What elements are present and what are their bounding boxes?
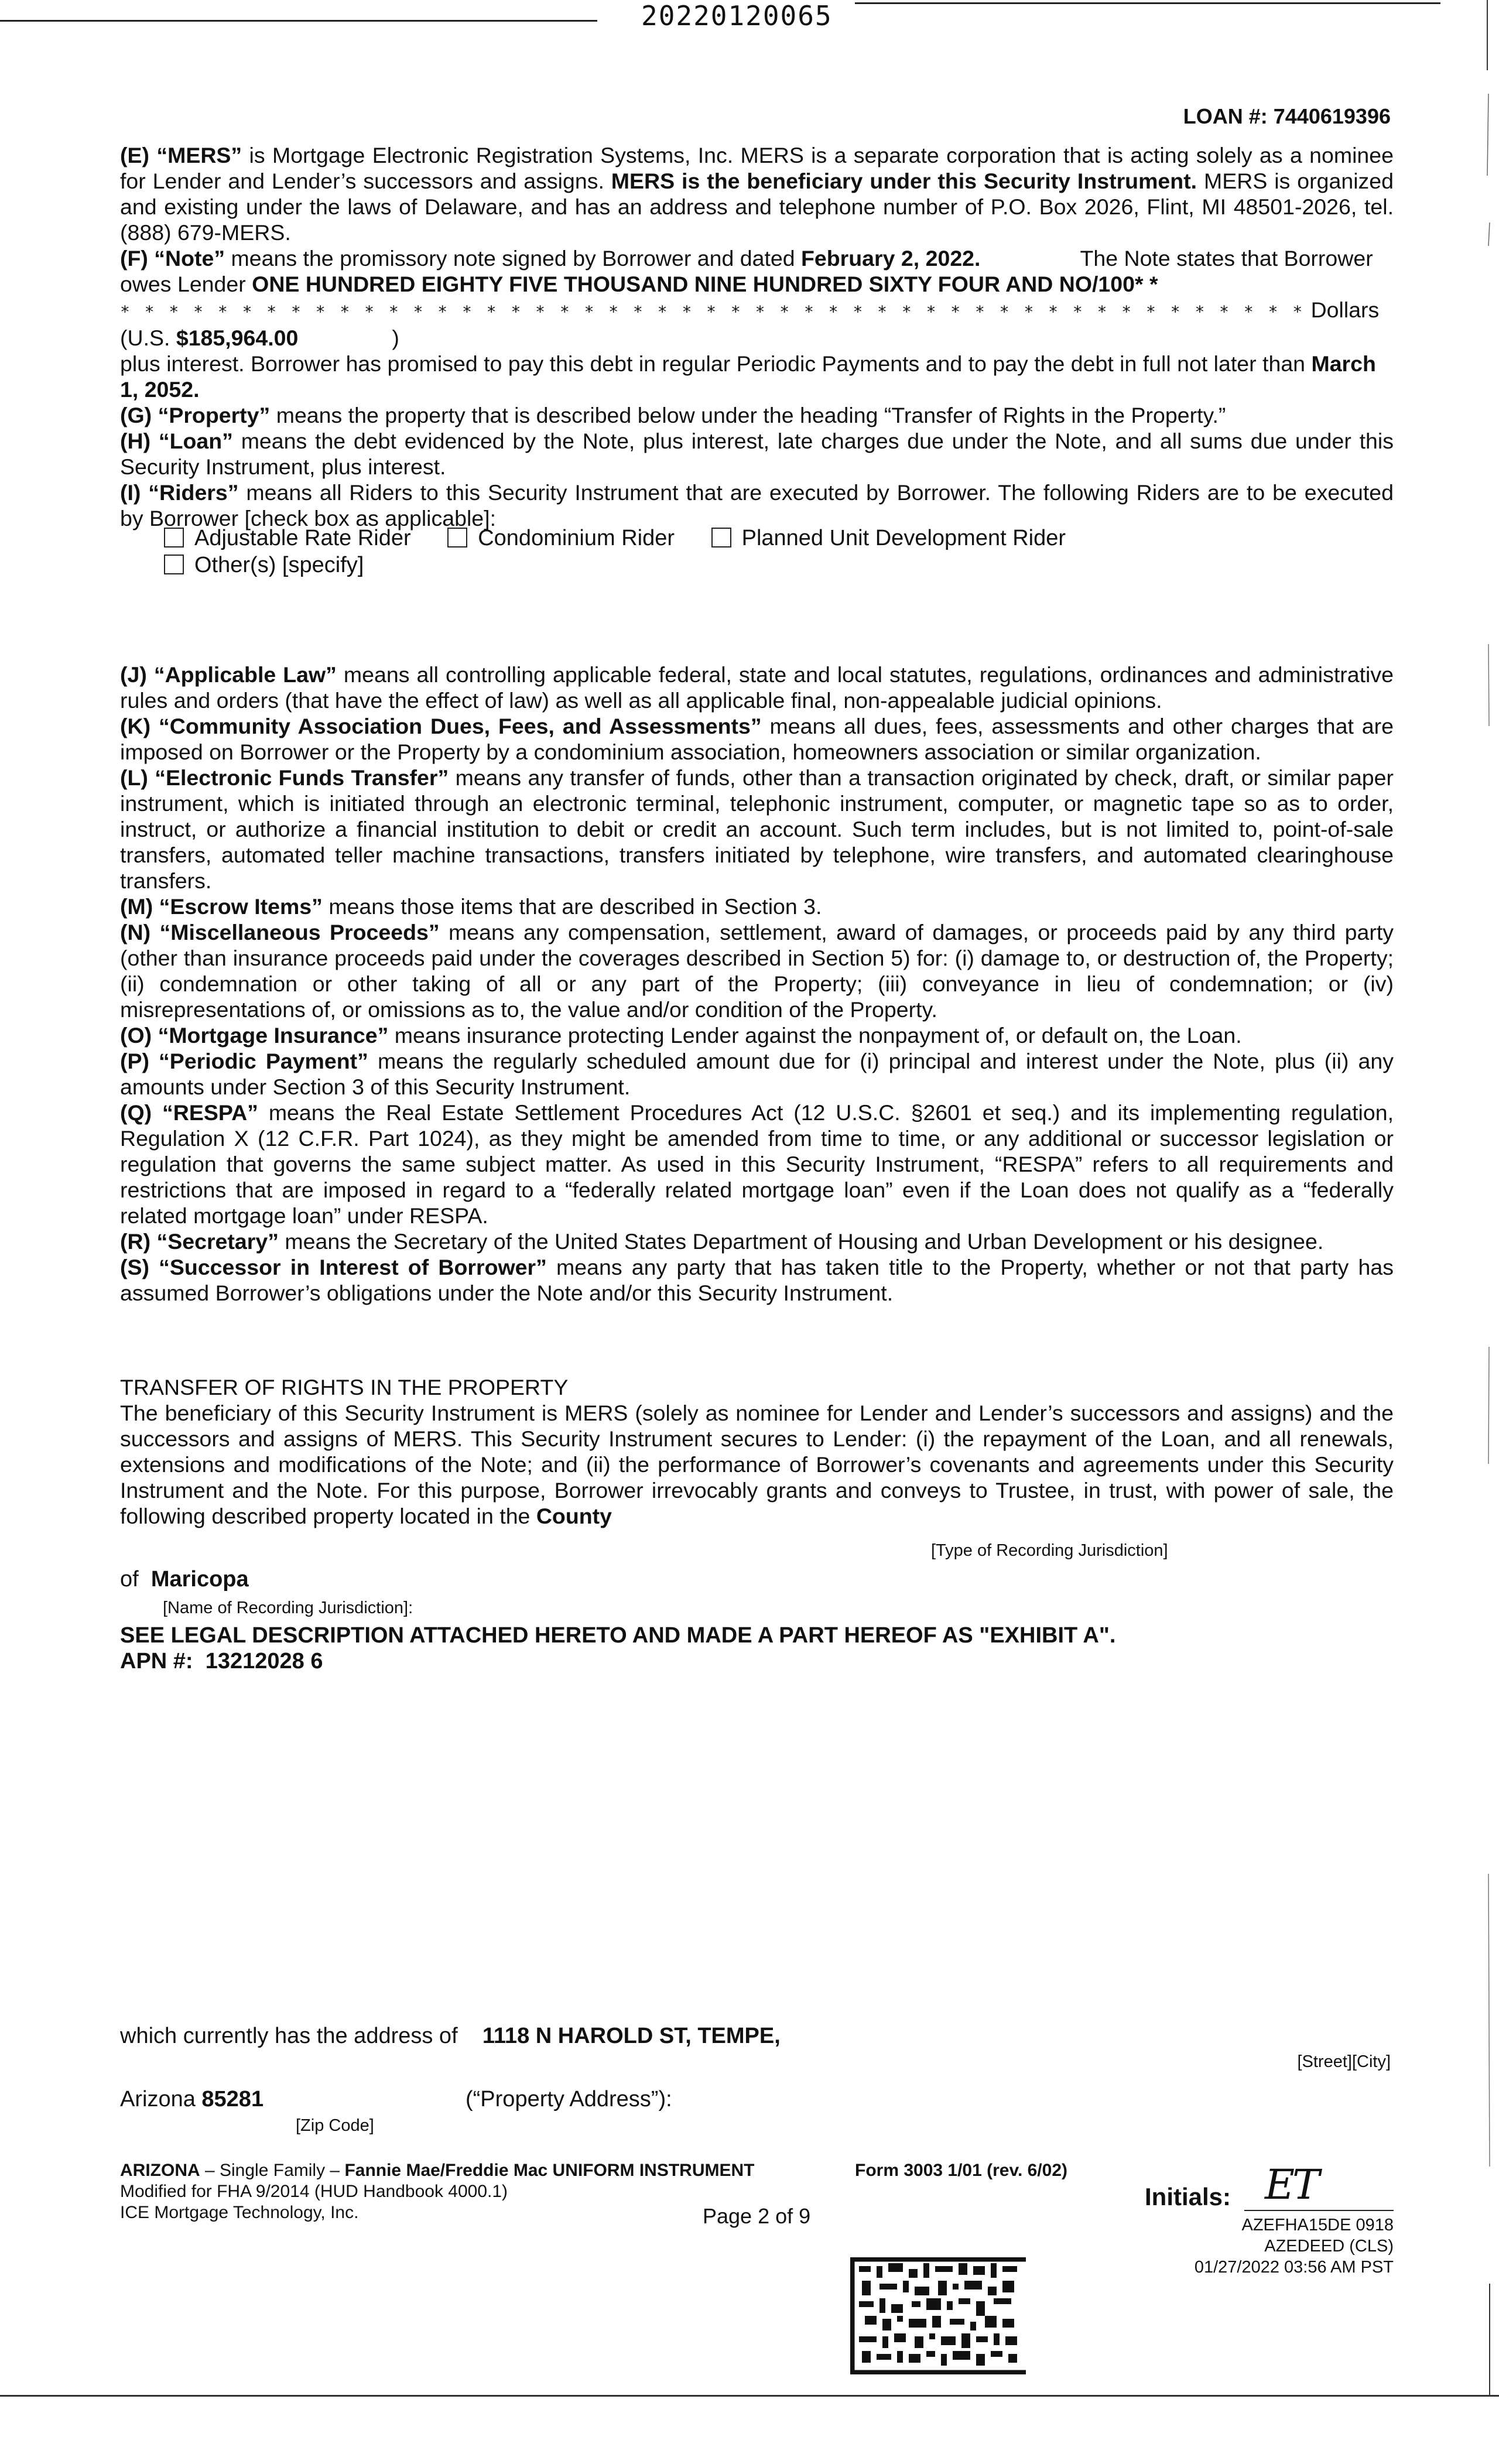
form-code-2: AZEDEED (CLS)	[1264, 2237, 1394, 2256]
jurisdiction-line: of Maricopa	[120, 1567, 249, 1592]
top-rule	[0, 20, 597, 22]
initials-label: Initials:	[1145, 2183, 1231, 2210]
state-zip-line: Arizona 85281	[120, 2087, 264, 2111]
apn-line: APN #: 13212028 6	[120, 1649, 323, 1674]
loan-amount: $185,964.00	[176, 326, 299, 350]
rider-condominium[interactable]: Condominium Rider	[447, 526, 675, 551]
maturity-date: March 1, 2052.	[120, 351, 1376, 402]
street-city: 1118 N HAROLD ST, TEMPE,	[482, 2024, 781, 2048]
jurisdiction-name-caption: [Name of Recording Jurisdiction]:	[163, 1599, 413, 1617]
jurisdiction-name: Maricopa	[150, 1567, 249, 1592]
footer-form: Form 3003 1/01 (rev. 6/02)	[855, 2161, 1067, 2180]
definition-l: (L) “Electronic Funds Transfer” means any transfer of funds, other than a transaction originated by check, draft, or similar paper instrument, which is initiated through an electronic terminal, telephonic instrument, computer, or magnetic tape so as to order, instruct, or authorize a financial institution to debit or credit an account. Such term includes, but is not limited to, point-of-sale transfers, automated teller machine transactions, transfers initiated by telephone, wire transfers, and automated clearinghouse transfers.	[120, 765, 1394, 893]
loan-amount-words: ONE HUNDRED EIGHTY FIVE THOUSAND NINE HUNDRED SIXTY FOUR AND NO/100* *	[252, 272, 1158, 296]
definitions-block-1	[120, 142, 1394, 531]
loan-number: LOAN #: 7440619396	[1183, 104, 1391, 128]
zip-code: 85281	[201, 2087, 264, 2111]
property-address-label: (“Property Address”):	[466, 2087, 672, 2111]
transfer-section	[120, 1374, 1394, 1529]
footer-instrument: ARIZONA – Single Family – Fannie Mae/Freddie Mac UNIFORM INSTRUMENT	[120, 2161, 755, 2180]
page-number: Page 2 of 9	[703, 2204, 811, 2228]
timestamp: 01/27/2022 03:56 AM PST	[1194, 2258, 1394, 2277]
note-date: February 2, 2022.	[801, 246, 981, 271]
definition-e: (E) “MERS” is Mortgage Electronic Registration Systems, Inc. MERS is a separate corporation that is acting solely as a nominee for Lender and Lender’s successors and assigns. MERS is the beneficiary under this Security Instrument. MERS is organized and existing under the laws of Delaware, and has an address and telephone number of P.O. Box 2026, Flint, MI 48501-2026, tel. (888) 679-MERS.	[120, 143, 1394, 245]
apn-number: 13212028 6	[205, 1649, 323, 1674]
definition-k: (K) “Community Association Dues, Fees, and Assessments” means all dues, fees, assessments and other charges that are imposed on Borrower or the Property by a condominium association, homeowners association or similar organization.	[120, 714, 1394, 764]
zip-caption: [Zip Code]	[296, 2116, 374, 2135]
rider-pud[interactable]: Planned Unit Development Rider	[711, 526, 1066, 551]
definition-o: (O) “Mortgage Insurance” means insurance protecting Lender against the nonpayment of, or default on, the Loan.	[120, 1023, 1242, 1048]
footer-publisher: ICE Mortgage Technology, Inc.	[120, 2203, 359, 2222]
scan-edge	[1464, 0, 1499, 2464]
definition-j: (J) “Applicable Law” means all controlling applicable federal, state and local statutes, regulations, ordinances and administrative rules and orders (that have the effect of law) as well as all applicable final, non-appealable judicial opinions.	[120, 662, 1394, 713]
definition-i: (I) “Riders” means all Riders to this Security Instrument that are executed by Borrower. The following Riders are to be executed by Borrower [check box as applicable]:	[120, 480, 1394, 531]
jurisdiction-type-caption: [Type of Recording Jurisdiction]	[931, 1541, 1168, 1560]
definition-n: (N) “Miscellaneous Proceeds” means any compensation, settlement, award of damages, or proceeds paid by any third party (other than insurance proceeds paid under the coverages described in Section 5) for: (i) damage to, or destruction of, the Property; (ii) condemnation or other taking of all or any part of the Property; (iii) conveyance in lieu of condemnation; or (iv) misrepresentations of, or omissions as to, the value and/or condition of the Property.	[120, 920, 1394, 1022]
definition-m: (M) “Escrow Items” means those items that are described in Section 3.	[120, 894, 822, 919]
checkbox-pud[interactable]	[711, 528, 731, 547]
riders-row-2	[164, 553, 394, 578]
top-rule-right	[855, 2, 1440, 4]
initials-underline	[1244, 2210, 1394, 2211]
definition-s: (S) “Successor in Interest of Borrower” means any party that has taken title to the Property, whether or not that party has assumed Borrower’s obligations under the Note and/or this Security Instrument.	[120, 1255, 1394, 1305]
definition-q: (Q) “RESPA” means the Real Estate Settlement Procedures Act (12 U.S.C. §2601 et seq.) and its implementing regulation, Regulation X (12 C.F.R. Part 1024), as they might be amended from time to time, or any additional or successor legislation or regulation that governs the same subject matter. As used in this Security Instrument, “RESPA” refers to all requirements and restrictions that are imposed in regard to a “federally related mortgage loan” even if the Loan does not qualify as a “federally related mortgage loan” under RESPA.	[120, 1100, 1394, 1228]
bottom-rule	[0, 2395, 1499, 2397]
definition-g: (G) “Property” means the property that is described below under the heading “Transfer of Rights in the Property.”	[120, 403, 1226, 427]
form-code: AZEFHA15DE 0918	[1241, 2216, 1394, 2234]
footer-modified: Modified for FHA 9/2014 (HUD Handbook 4000.1)	[120, 2182, 508, 2201]
definition-h: (H) “Loan” means the debt evidenced by the Note, plus interest, late charges due under the Note, and all sums due under this Security Instrument, plus interest.	[120, 429, 1394, 479]
jurisdiction-type: County	[536, 1504, 612, 1528]
street-city-caption: [Street][City]	[1297, 2052, 1391, 2071]
rider-other[interactable]: Other(s) [specify]	[164, 553, 364, 578]
amount-fill-stars: * * * * * * * * * * * * * * * * * * * * * * * * * * * * * * * * * * * * * * * * * * * * * * * * *	[120, 302, 1305, 321]
address-line: which currently has the address of 1118 N HAROLD ST, TEMPE,	[120, 2024, 781, 2048]
checkbox-adjustable-rate[interactable]	[164, 528, 184, 547]
document-number: 20220120065	[641, 0, 833, 32]
rider-adjustable[interactable]: Adjustable Rate Rider	[164, 526, 411, 551]
initials-signature: ET	[1265, 2161, 1317, 2209]
legal-description: SEE LEGAL DESCRIPTION ATTACHED HERETO AND MADE A PART HEREOF AS "EXHIBIT A".	[120, 1623, 1116, 1648]
definition-f: (F) “Note” means the promissory note signed by Borrower and dated February 2, 2022. The Note states that Borrower owes Lender ONE HUNDRED EIGHTY FIVE THOUSAND NINE HUNDRED SIXTY FOUR AND NO/100* * * * * * * * * * * * * * * * * * * * * * * * * * * * * * * * * * * * * * * * * * * * * * * * * * * Dollars (U.S. $185,964.00 ) plus interest. Borrower has promised to pay this debt in regular Periodic Payments and to pay the debt in full not later than March 1, 2052.	[120, 246, 1380, 402]
barcode-icon	[850, 2257, 1026, 2374]
transfer-heading: TRANSFER OF RIGHTS IN THE PROPERTY	[120, 1375, 569, 1399]
riders-row-1	[164, 526, 1096, 551]
definitions-block-2	[120, 662, 1394, 1306]
checkbox-other[interactable]	[164, 555, 184, 574]
definition-r: (R) “Secretary” means the Secretary of the United States Department of Housing and Urban Development or his designee.	[120, 1229, 1324, 1254]
checkbox-condominium[interactable]	[447, 528, 467, 547]
definition-p: (P) “Periodic Payment” means the regularly scheduled amount due for (i) principal and interest under the Note, plus (ii) any amounts under Section 3 of this Security Instrument.	[120, 1049, 1394, 1099]
transfer-text: The beneficiary of this Security Instrument is MERS (solely as nominee for Lender and Lender’s successors and assigns) and the successors and assigns of MERS. This Security Instrument secures to Lender: (i) the repayment of the Loan, and all renewals, extensions and modifications of the Note; and (ii) the performance of Borrower’s covenants and agreements under this Security Instrument and the Note. For this purpose, Borrower irrevocably grants and conveys to Trustee, in trust, with power of sale, the following described property located in the County	[120, 1401, 1394, 1528]
